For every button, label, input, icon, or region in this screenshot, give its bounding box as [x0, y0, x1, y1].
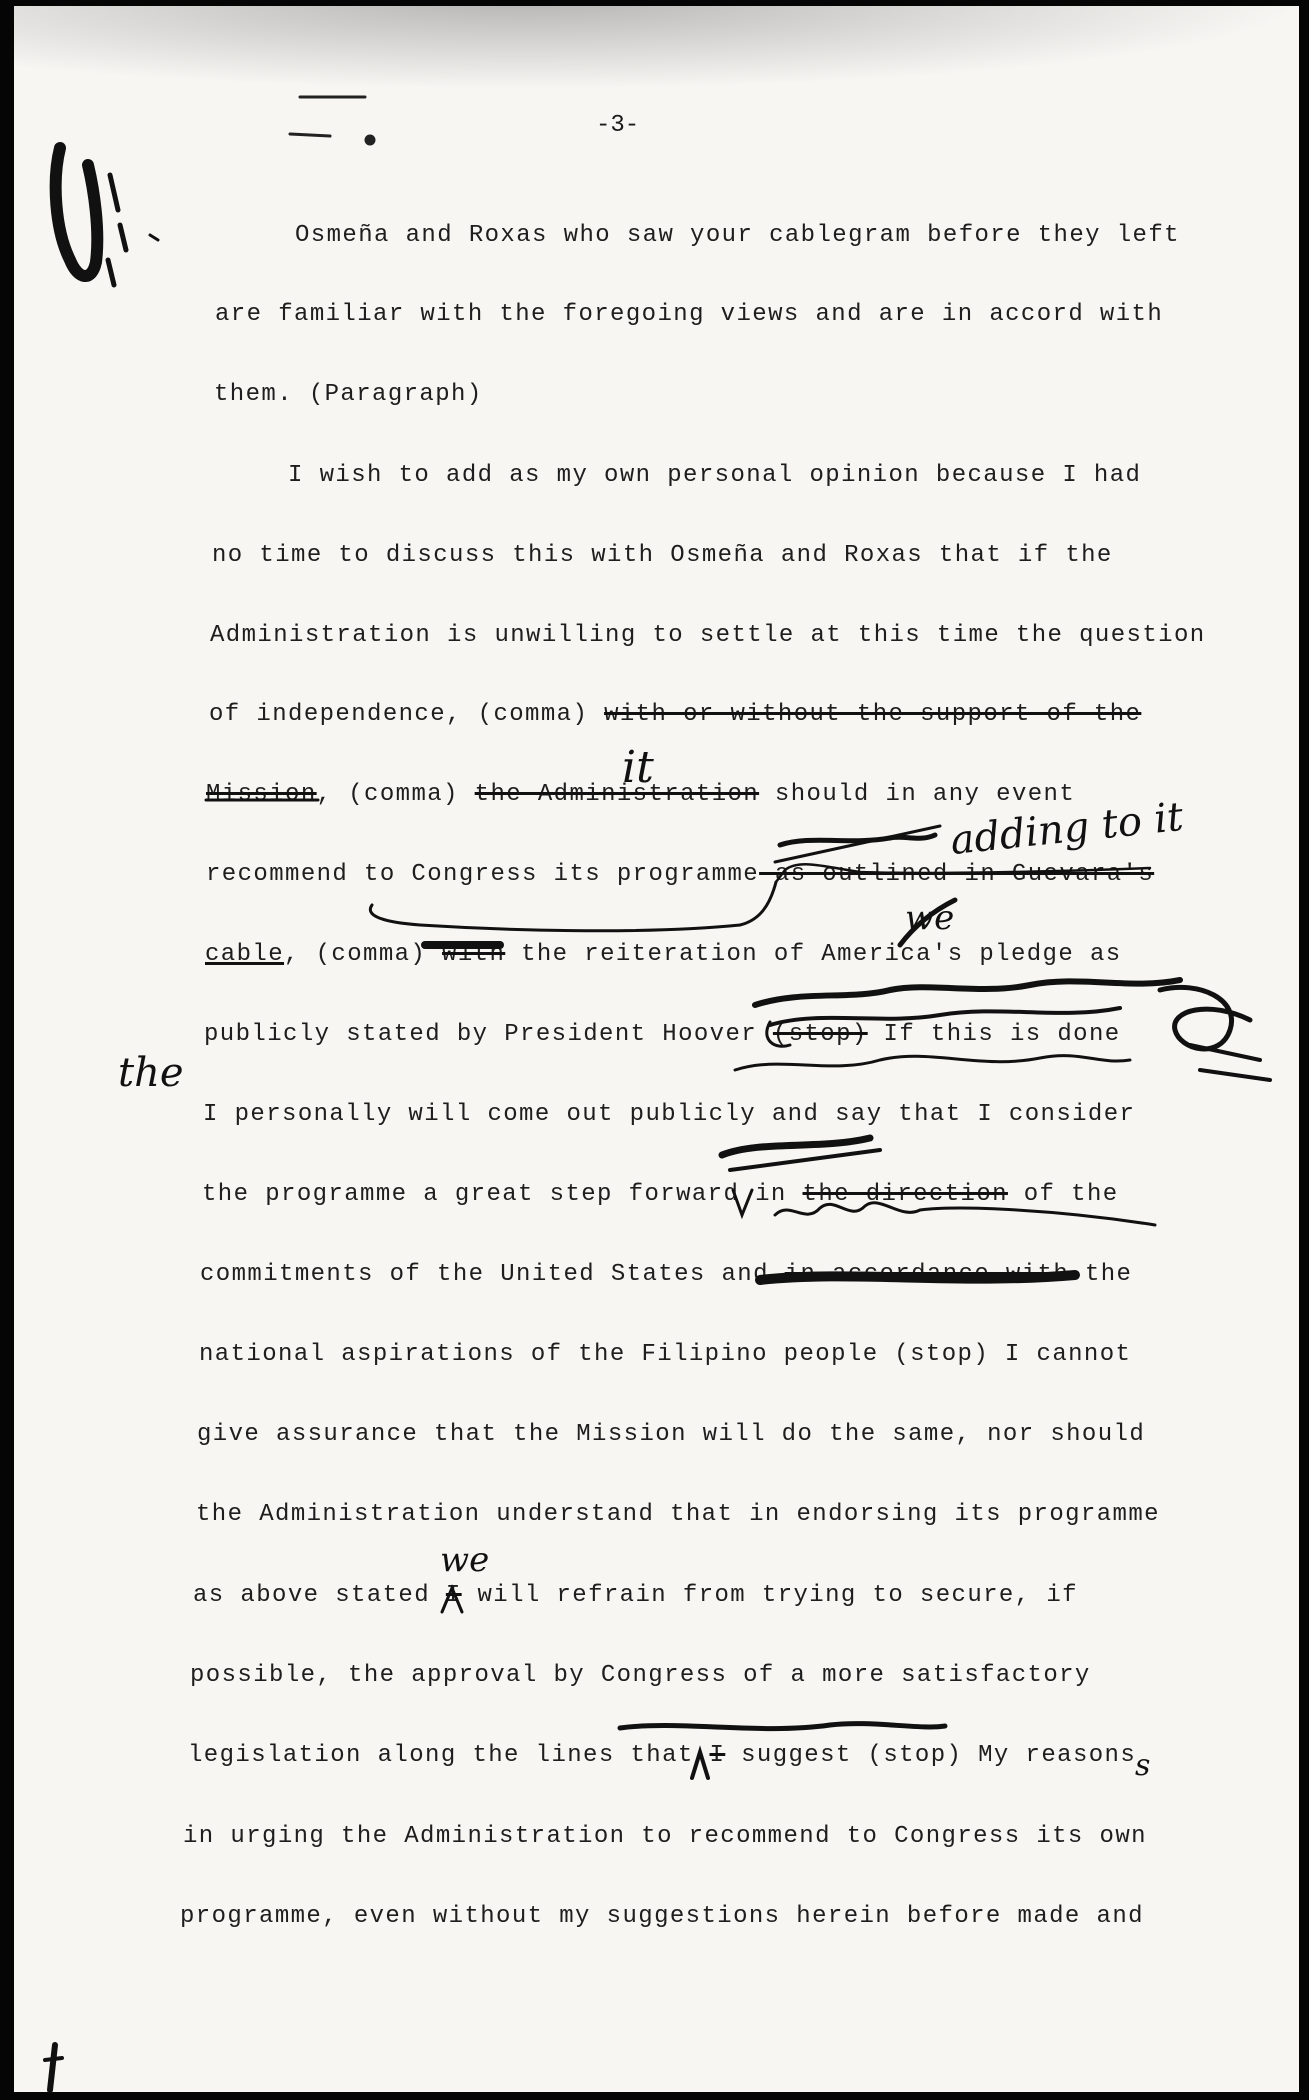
struck-text: as outlined in Guevara's — [759, 861, 1155, 888]
scan-border-right — [1299, 0, 1309, 2100]
text-line-18: as above stated I will refrain from trying to secure, if — [193, 1582, 1078, 1609]
handwritten-we-insert: we — [440, 1540, 490, 1580]
text-line-16: give assurance that the Mission will do the same, nor should — [197, 1421, 1146, 1448]
text-line-11: publicly stated by President Hoover (stop) If this is done — [204, 1021, 1121, 1048]
text-line-10: cable, (comma) with the reiteration of America's pledge as — [205, 941, 1122, 968]
struck-text: I — [445, 1582, 462, 1609]
text-line-3: them. (Paragraph) — [214, 381, 483, 408]
text-line-20: legislation along the lines that I suggest (stop) My reasons — [188, 1742, 1137, 1769]
scan-border-top — [0, 0, 1309, 6]
handwritten-the-margin: the — [118, 1050, 184, 1096]
text-line-13: the programme a great step forward in the direction of the — [202, 1181, 1119, 1208]
scan-border-left — [0, 0, 14, 2100]
struck-text: in accordance with — [784, 1261, 1070, 1288]
struck-text: with or without the support of the — [604, 701, 1142, 728]
handwritten-adding-to-it: adding to it — [948, 793, 1186, 865]
text-line-22: programme, even without my suggestions herein before made and — [180, 1903, 1144, 1930]
page-number: -3- — [596, 112, 640, 139]
struck-text: Mission — [206, 781, 317, 808]
struck-text: (stop) — [772, 1021, 868, 1048]
handwritten-s-insert: s — [1135, 1748, 1151, 1783]
paper-clip-mark — [56, 148, 158, 285]
text-line-8: Mission, (comma) the Administration should in any event — [206, 781, 1076, 808]
text-line-2: are familiar with the foregoing views and are in accord with — [215, 301, 1164, 328]
text-line-15: national aspirations of the Filipino people (stop) I cannot — [199, 1341, 1132, 1368]
text-line-7: of independence, (comma) with or without the support of the — [209, 701, 1142, 728]
text-line-17: the Administration understand that in endorsing its programme — [196, 1501, 1160, 1528]
text-line-5: no time to discuss this with Osmeña and Roxas that if the — [212, 542, 1113, 569]
handwritten-it: it — [622, 742, 654, 793]
struck-text: with — [442, 941, 506, 968]
text-line-14: commitments of the United States and in accordance with the — [200, 1261, 1133, 1288]
text-line-6: Administration is unwilling to settle at this time the question — [210, 622, 1206, 649]
handwritten-we-line: we — [905, 898, 955, 938]
text-line-19: possible, the approval by Congress of a more satisfactory — [190, 1662, 1091, 1689]
text-line-12: I personally will come out publicly and say that I consider — [203, 1101, 1136, 1128]
text-line-21: in urging the Administration to recommend to Congress its own — [183, 1823, 1147, 1850]
struck-text: I — [709, 1742, 726, 1769]
scan-smudge — [0, 0, 1309, 90]
scan-border-bottom — [0, 2092, 1309, 2100]
text-line-4: I wish to add as my own personal opinion because I had — [288, 462, 1142, 489]
top-marks — [290, 97, 374, 144]
struck-text: the Administration — [474, 781, 760, 808]
text-line-9: recommend to Congress its programme as outlined in Guevara's — [206, 861, 1155, 888]
text-line-1: Osmeña and Roxas who saw your cablegram before they left — [295, 222, 1180, 249]
struck-text: the direction — [802, 1181, 1008, 1208]
